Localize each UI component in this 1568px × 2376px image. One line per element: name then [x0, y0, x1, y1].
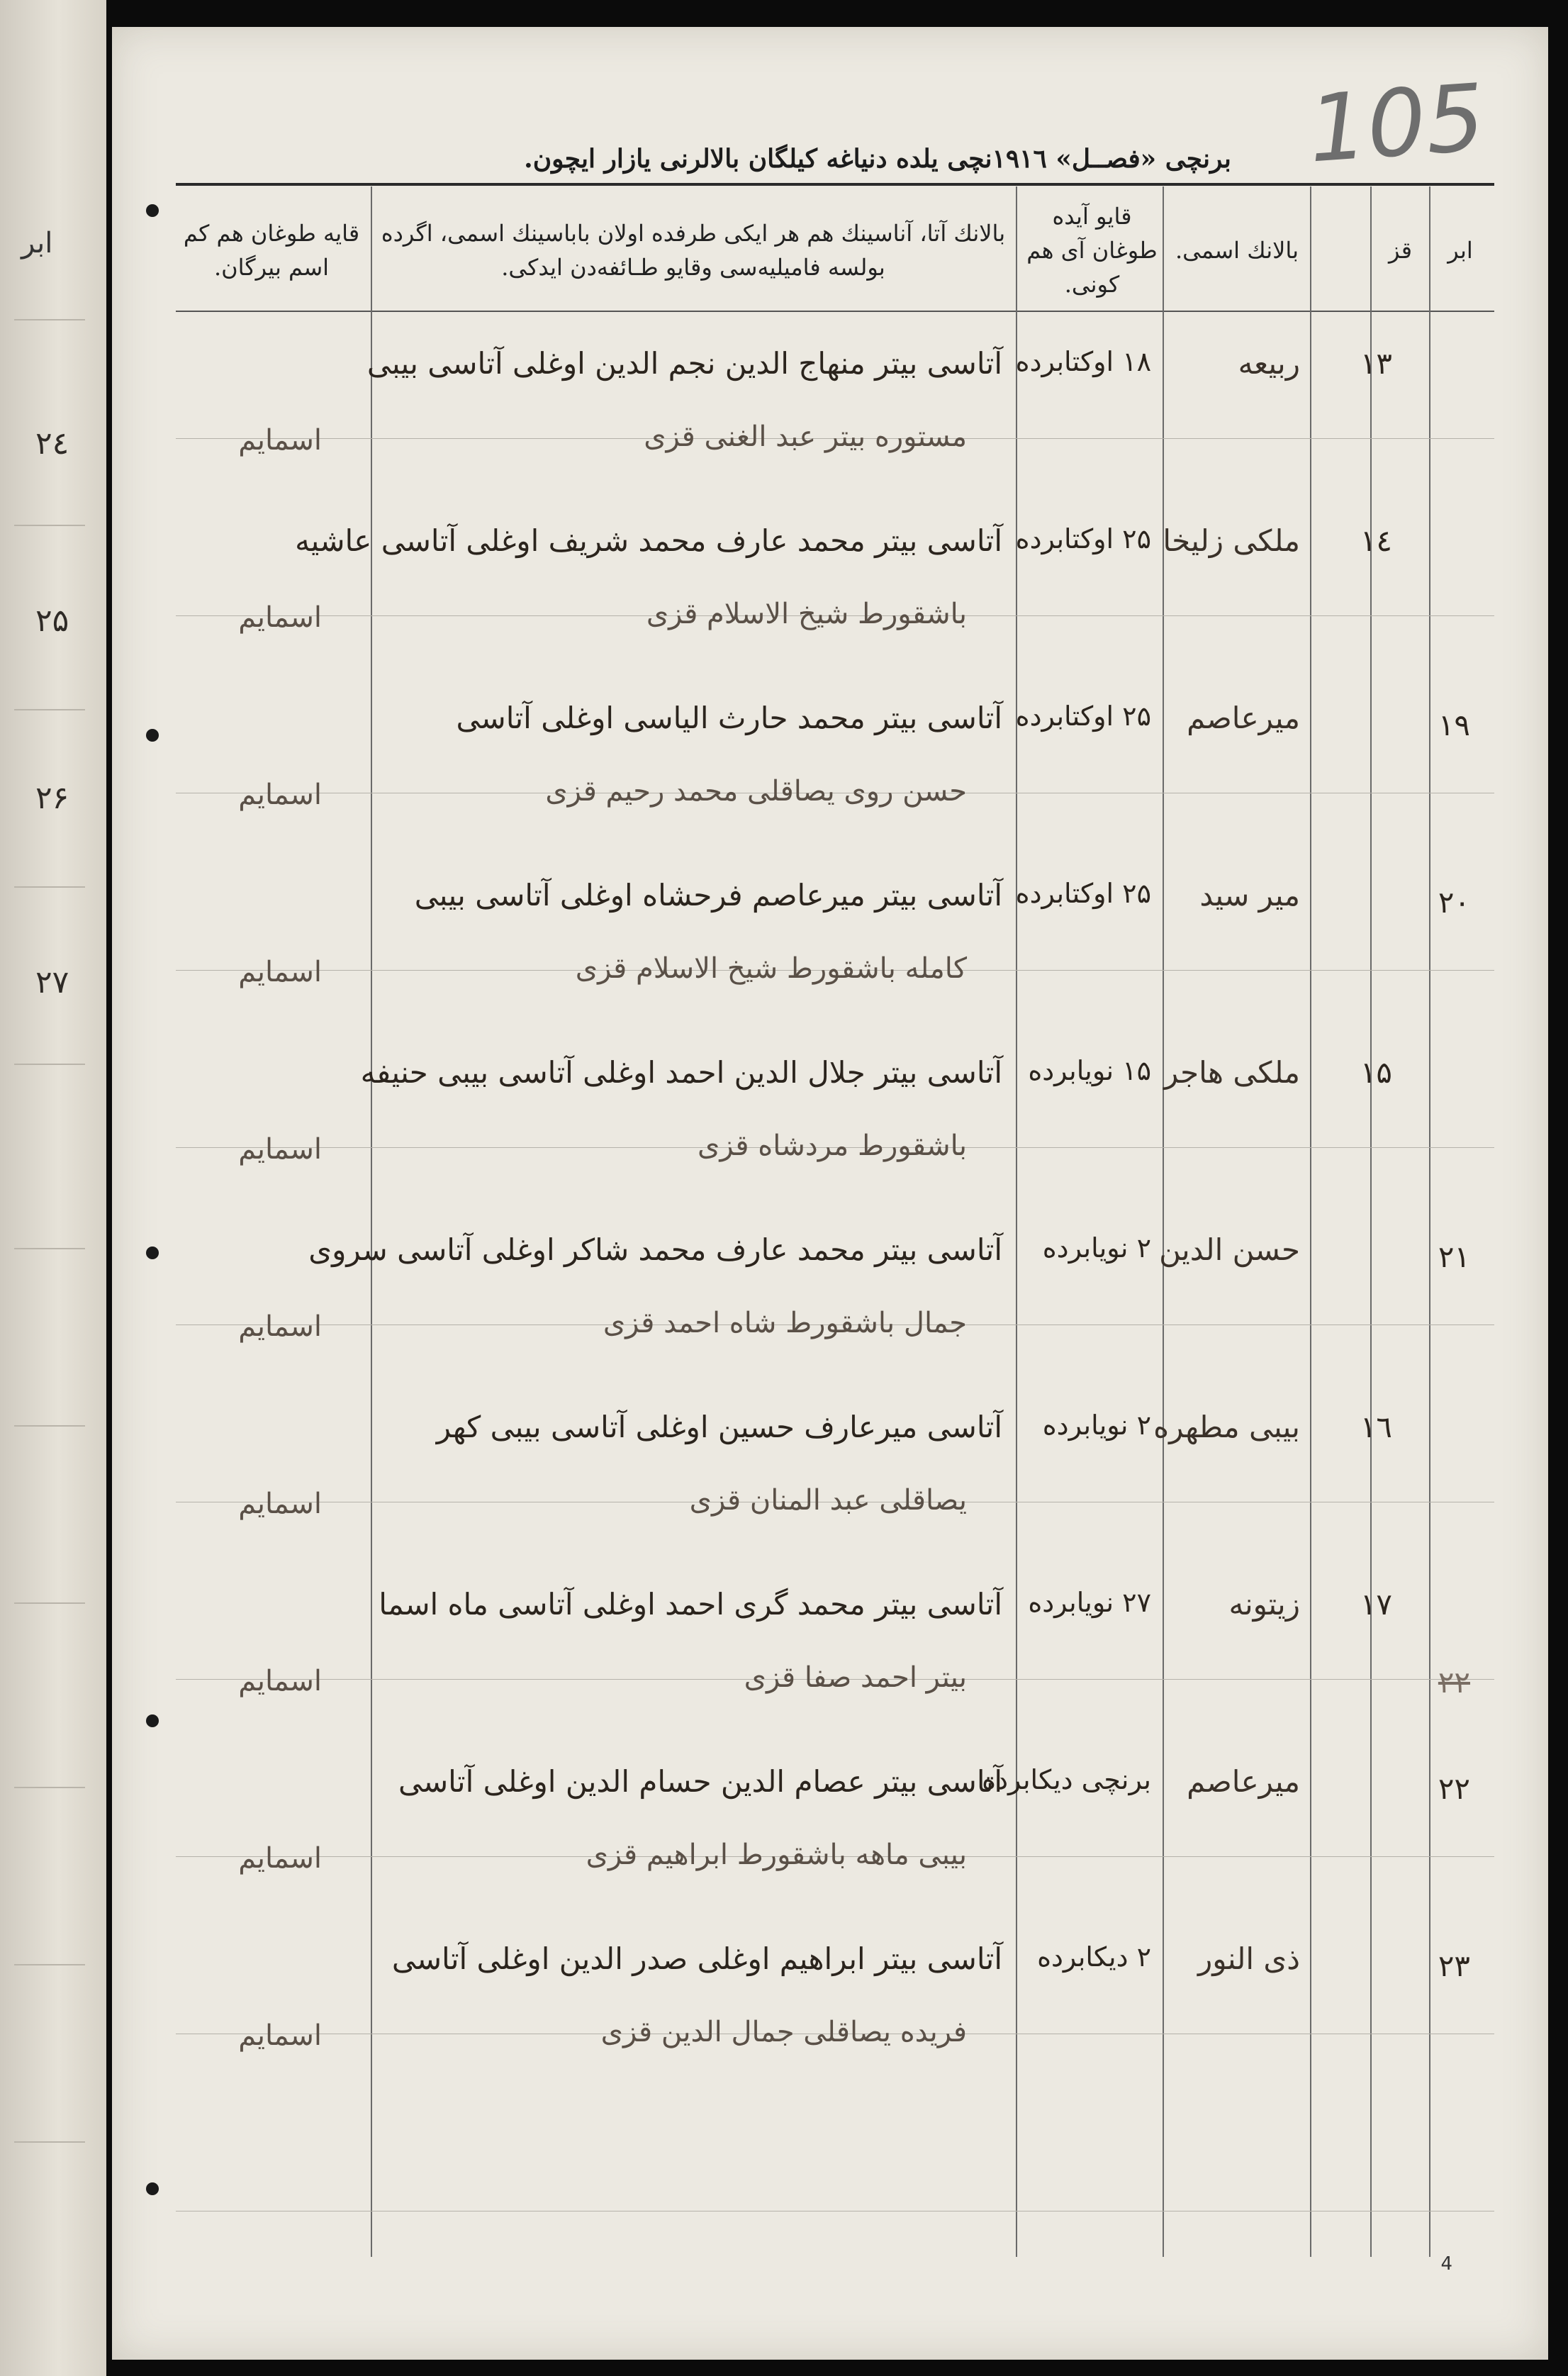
record-abr: ١٩: [1438, 708, 1470, 742]
record-birth-date: ۲۷ نویابرده: [1028, 1587, 1151, 1618]
record-parents-line2: کامله باشقورط شیخ الاسلام قزی: [575, 952, 967, 985]
header-top-rule: [176, 183, 1494, 186]
prev-page-number: ۲۵: [35, 603, 69, 639]
header-birth-date: قایو آیده طوغان آی هم کونی.: [1026, 203, 1158, 298]
record-parents-line1: آتاسی بیتر محمد حارث الیاسی اوغلی آتاسی: [456, 701, 1002, 735]
record-midwife: اسمایم: [238, 424, 322, 457]
record-qiz: ١٦: [1360, 1410, 1392, 1444]
header-parents: بالانك آتا، آناسینك هم هر ایکی طرفده اولان باباسینك اسمی، اگرده بولسه فامیلیه‌سی وقایو طـائفه‌دن ایدکی.: [381, 220, 1006, 281]
binder-hole-icon: [146, 1714, 159, 1727]
prev-row-line: [14, 2141, 85, 2143]
record-abr: ۲۰: [1438, 885, 1470, 920]
prev-row-line: [14, 1964, 85, 1965]
header-child-name: بالانك اسمی.: [1175, 237, 1299, 264]
record-abr: ۲۱: [1438, 1239, 1470, 1274]
record-parents-line1: آتاسی بیتر محمد عارف محمد شریف اوغلی آتاسی عاشیه: [295, 523, 1002, 558]
record-child-name: حسن الدین: [1159, 1232, 1300, 1267]
record-midwife: اسمایم: [238, 2019, 322, 2052]
record-qiz: ١٤: [1360, 523, 1392, 558]
prev-row-line: [14, 709, 85, 710]
record-parents-line2: بیتر احمد صفا قزی: [744, 1661, 967, 1694]
prev-page-number: ۲٤: [35, 425, 69, 462]
column-divider: [1370, 186, 1372, 2257]
record-parents-line1: آتاسی بیتر میرعاصم فرحشاه اوغلی آتاسی بیبی: [414, 878, 1002, 913]
record-midwife: اسمایم: [238, 1310, 322, 1343]
record-qiz: ١٧: [1360, 1587, 1392, 1622]
record-midwife: اسمایم: [238, 1488, 322, 1520]
previous-page-edge: [0, 0, 106, 2376]
record-child-name: میرعاصم: [1187, 1764, 1300, 1799]
folio-number: 105: [1304, 63, 1488, 184]
record-child-name: ملکی زلیخا: [1163, 523, 1300, 558]
record-midwife: اسمایم: [238, 1133, 322, 1166]
record-midwife: اسمایم: [238, 956, 322, 988]
page-footer-number: 4: [1440, 2253, 1452, 2275]
record-parents-line2: مستوره بیتر عبد الغنی قزی: [644, 420, 967, 453]
record-child-name: میرعاصم: [1187, 701, 1300, 735]
header-boy: ابر: [1447, 237, 1473, 264]
record-parents-line1: آتاسی بیتر جلال الدین احمد اوغلی آتاسی بیبی حنیفه: [360, 1055, 1002, 1090]
binder-hole-icon: [146, 1246, 159, 1259]
page-title: برنچی «فصــل» ۱۹۱٦نچی یلده دنیاغه کیلگان بالالرنی یازار ایچون.: [524, 144, 1231, 174]
column-divider: [1016, 186, 1017, 2257]
rule-line: [176, 2211, 1494, 2212]
record-parents-line2: یصاقلی عبد المنان قزی: [689, 1484, 967, 1517]
header-girl: قز: [1389, 237, 1412, 264]
record-midwife: اسمایم: [238, 1842, 322, 1875]
record-parents-line1: آتاسی بیتر محمد گری احمد اوغلی آتاسی ماه اسما: [379, 1587, 1002, 1622]
prev-row-line: [14, 1064, 85, 1065]
record-parents-line1: آتاسی بیتر عصام الدین حسام الدین اوغلی آتاسی: [398, 1764, 1002, 1799]
record-birth-date: ۲۵ اوکتابرده: [1015, 523, 1151, 554]
register-page: [112, 27, 1548, 2360]
prev-row-line: [14, 1787, 85, 1788]
record-abr: ۲۳: [1438, 1948, 1470, 1983]
record-parents-line2: بیبی ماهه باشقورط ابراهیم قزی: [586, 1839, 967, 1871]
record-parents-line1: آتاسی میرعارف حسین اوغلی آتاسی بیبی کهر: [436, 1410, 1002, 1444]
column-divider: [1429, 186, 1430, 2257]
record-parents-line1: آتاسی بیتر منهاج الدین نجم الدین اوغلی آتاسی بیبی: [366, 346, 1002, 381]
prev-row-line: [14, 886, 85, 888]
header-midwife: قایه طوغان هم کم اسم بیرگان.: [183, 220, 360, 281]
record-birth-date: برنچی دیکابرده: [982, 1764, 1151, 1795]
column-divider: [371, 186, 372, 2257]
record-midwife: اسمایم: [238, 1665, 322, 1697]
prev-row-line: [14, 1248, 85, 1249]
prev-row-line: [14, 1602, 85, 1604]
prev-row-line: [14, 525, 85, 526]
record-midwife: اسمایم: [238, 601, 322, 634]
record-parents-line2: جمال باشقورط شاه احمد قزی: [603, 1307, 967, 1339]
record-birth-date: ۲ نویابرده: [1042, 1232, 1151, 1264]
binder-hole-icon: [146, 204, 159, 217]
prev-page-number: ۲۶: [35, 780, 69, 816]
record-qiz: ۱۳: [1360, 346, 1392, 381]
record-child-name: بیبی مطهره: [1153, 1410, 1300, 1444]
record-qiz: ۱۵: [1360, 1055, 1392, 1090]
struck-number: ۲۲: [1438, 1665, 1470, 1700]
record-child-name: ملکی هاجر: [1163, 1055, 1300, 1090]
record-midwife: اسمایم: [238, 779, 322, 811]
record-birth-date: ۱۸ اوکتابرده: [1015, 346, 1151, 377]
record-parents-line2: فریده یصاقلی جمال الدین قزی: [600, 2016, 967, 2048]
column-divider: [1310, 186, 1311, 2257]
binder-hole-icon: [146, 729, 159, 742]
record-birth-date: ۲۵ اوکتابرده: [1015, 701, 1151, 732]
header-bottom-rule: [176, 311, 1494, 312]
record-child-name: زیتونه: [1228, 1587, 1300, 1622]
prev-row-line: [14, 319, 85, 320]
prev-page-header: ابر: [21, 227, 53, 260]
record-abr: ۲۲: [1438, 1771, 1470, 1806]
binder-hole-icon: [146, 2182, 159, 2195]
record-parents-line1: آتاسی بیتر ابراهیم اوغلی صدر الدین اوغلی آتاسی: [391, 1941, 1002, 1976]
prev-row-line: [14, 1425, 85, 1427]
record-parents-line1: آتاسی بیتر محمد عارف محمد شاکر اوغلی آتاسی سروی: [308, 1232, 1002, 1267]
record-parents-line2: باشقورط شیخ الاسلام قزی: [646, 598, 967, 630]
column-divider: [1163, 186, 1164, 2257]
record-birth-date: ۱۵ نویابرده: [1028, 1055, 1151, 1086]
prev-page-number: ۲۷: [35, 964, 69, 1000]
record-child-name: میر سید: [1199, 878, 1300, 913]
record-child-name: ذی النور: [1197, 1941, 1300, 1976]
record-birth-date: ۲۵ اوکتابرده: [1015, 878, 1151, 909]
record-parents-line2: باشقورط مردشاه قزی: [698, 1130, 967, 1162]
record-birth-date: ۲ نویابرده: [1042, 1410, 1151, 1441]
record-child-name: ربیعه: [1238, 346, 1300, 381]
record-parents-line2: حسن روی یصاقلی محمد رحیم قزی: [545, 775, 967, 808]
record-birth-date: ۲ دیکابرده: [1037, 1941, 1151, 1973]
